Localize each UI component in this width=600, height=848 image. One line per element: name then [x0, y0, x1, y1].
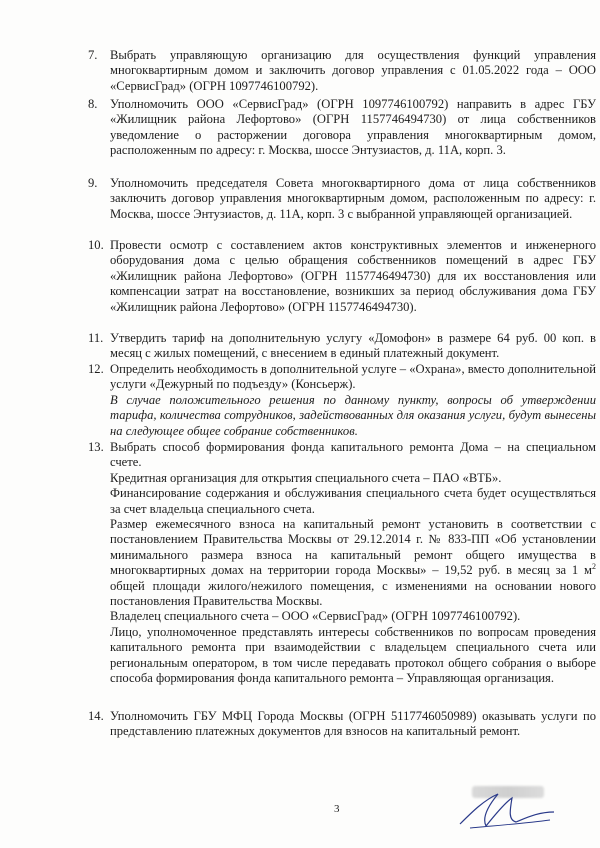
item-number: 12.	[88, 362, 104, 376]
list-item-12	[88, 362, 596, 439]
paragraph-contribution-text: Размер ежемесячного взноса на капитальный ремонт установить в соответствии с постановлением Правительства Москвы от 29.12.2014 г. № 833-ПП «Об установлении минимального размера взноса на капитальный ремонт общего имущества в многоквартирных домах на территории города Москвы» – 19,52 руб. в месяц за 1 м	[110, 517, 596, 578]
paragraph-credit-org: Кредитная организация для открытия специального счета – ПАО «ВТБ».	[110, 470, 502, 485]
paragraph-financing: Финансирование содержания и обслуживания специального счета будет осуществляться за счет владельца специального счета.	[110, 486, 596, 516]
list-item-13	[88, 440, 596, 687]
signature-icon	[450, 782, 560, 842]
item-number: 9.	[88, 176, 98, 190]
list-item-7	[88, 48, 596, 94]
list-item-9	[88, 176, 596, 222]
item-text: Уполномочить ГБУ МФЦ Города Москвы (ОГРН 5117746050989) оказывать услуги по представлению платежных документов для взносов на капитальный ремонт.	[110, 709, 596, 739]
list-item-8	[88, 97, 596, 159]
item-text: Определить необходимость в дополнительной услуге – «Охрана», вместо дополнительной услуги «Дежурный по подъезду» (Консьерж).	[110, 362, 596, 392]
paragraph-contribution-tail: общей площади жилого/нежилого помещения, с изменениями на основании нового постановления Правительства Москвы.	[110, 578, 596, 609]
list-item-10	[88, 238, 596, 315]
list-item-11	[88, 331, 596, 362]
item-text: Утвердить тариф на дополнительную услугу «Домофон» в размере 64 руб. 00 коп. в месяц с жилых помещений, с внесением в единый платежный документ.	[110, 331, 596, 361]
item-text: Выбрать способ формирования фонда капитального ремонта Дома – на специальном счете.	[110, 440, 596, 470]
item-number: 7.	[88, 48, 98, 62]
item-number: 11.	[88, 331, 104, 345]
list-item-14	[88, 709, 596, 740]
paragraph-authorized-person: Лицо, уполномоченное представлять интересы собственников по вопросам проведения капитального ремонта при взаимодействии с владельцем специального счета или региональным оператором, в том числе передавать протокол общего собрания о выборе способа формирования фонда капитального ремонта – Управляющая организация.	[110, 624, 596, 686]
item-number: 13.	[88, 440, 104, 454]
item-number: 14.	[88, 709, 104, 723]
item-text: Уполномочить председателя Совета многоквартирного дома от лица собственников заключить договор управления многоквартирным домом, расположенным по адресу: г. Москва, шоссе Энтузиастов, д. 11А, корп. 3 с выбранной управляющей организацией.	[110, 176, 596, 221]
page-number: 3	[334, 803, 340, 815]
item-text: Уполномочить ООО «СервисГрад» (ОГРН 1097746100792) направить в адрес ГБУ «Жилищник района Лефортово» (ОГРН 1157746494730) от лица собственников уведомление о расторжении договора управления многоквартирным домом, расположенным по адресу: г. Москва, шоссе Энтузиастов, д. 11А, корп. 3.	[110, 97, 596, 158]
item-note: В случае положительного решения по данному пункту, вопросы об утверждении тарифа, количества сотрудников, задействованных для оказания услуги, будут вынесены на следующее общее собрание собственников.	[110, 392, 596, 438]
item-text: Провести осмотр с составлением актов конструктивных элементов и инженерного оборудования дома с целью обращения собственников помещений в адрес ГБУ «Жилищник района Лефортово» (ОГРН 1157746494730) для их восстановления или компенсации затрат на восстановление, возникших за период обслуживания дома ГБУ «Жилищник района Лефортово» (ОГРН 1157746494730).	[110, 238, 596, 314]
superscript: 2	[592, 562, 596, 572]
item-number: 8.	[88, 97, 98, 111]
paragraph-account-owner: Владелец специального счета – ООО «СервисГрад» (ОГРН 1097746100792).	[110, 609, 521, 624]
item-text: Выбрать управляющую организацию для осуществления функций управления многоквартирным домом и заключить договор управления с 01.05.2022 года – ООО «СервисГрад» (ОГРН 1097746100792).	[110, 48, 596, 93]
item-number: 10.	[88, 238, 104, 252]
paragraph-contribution	[110, 517, 596, 609]
